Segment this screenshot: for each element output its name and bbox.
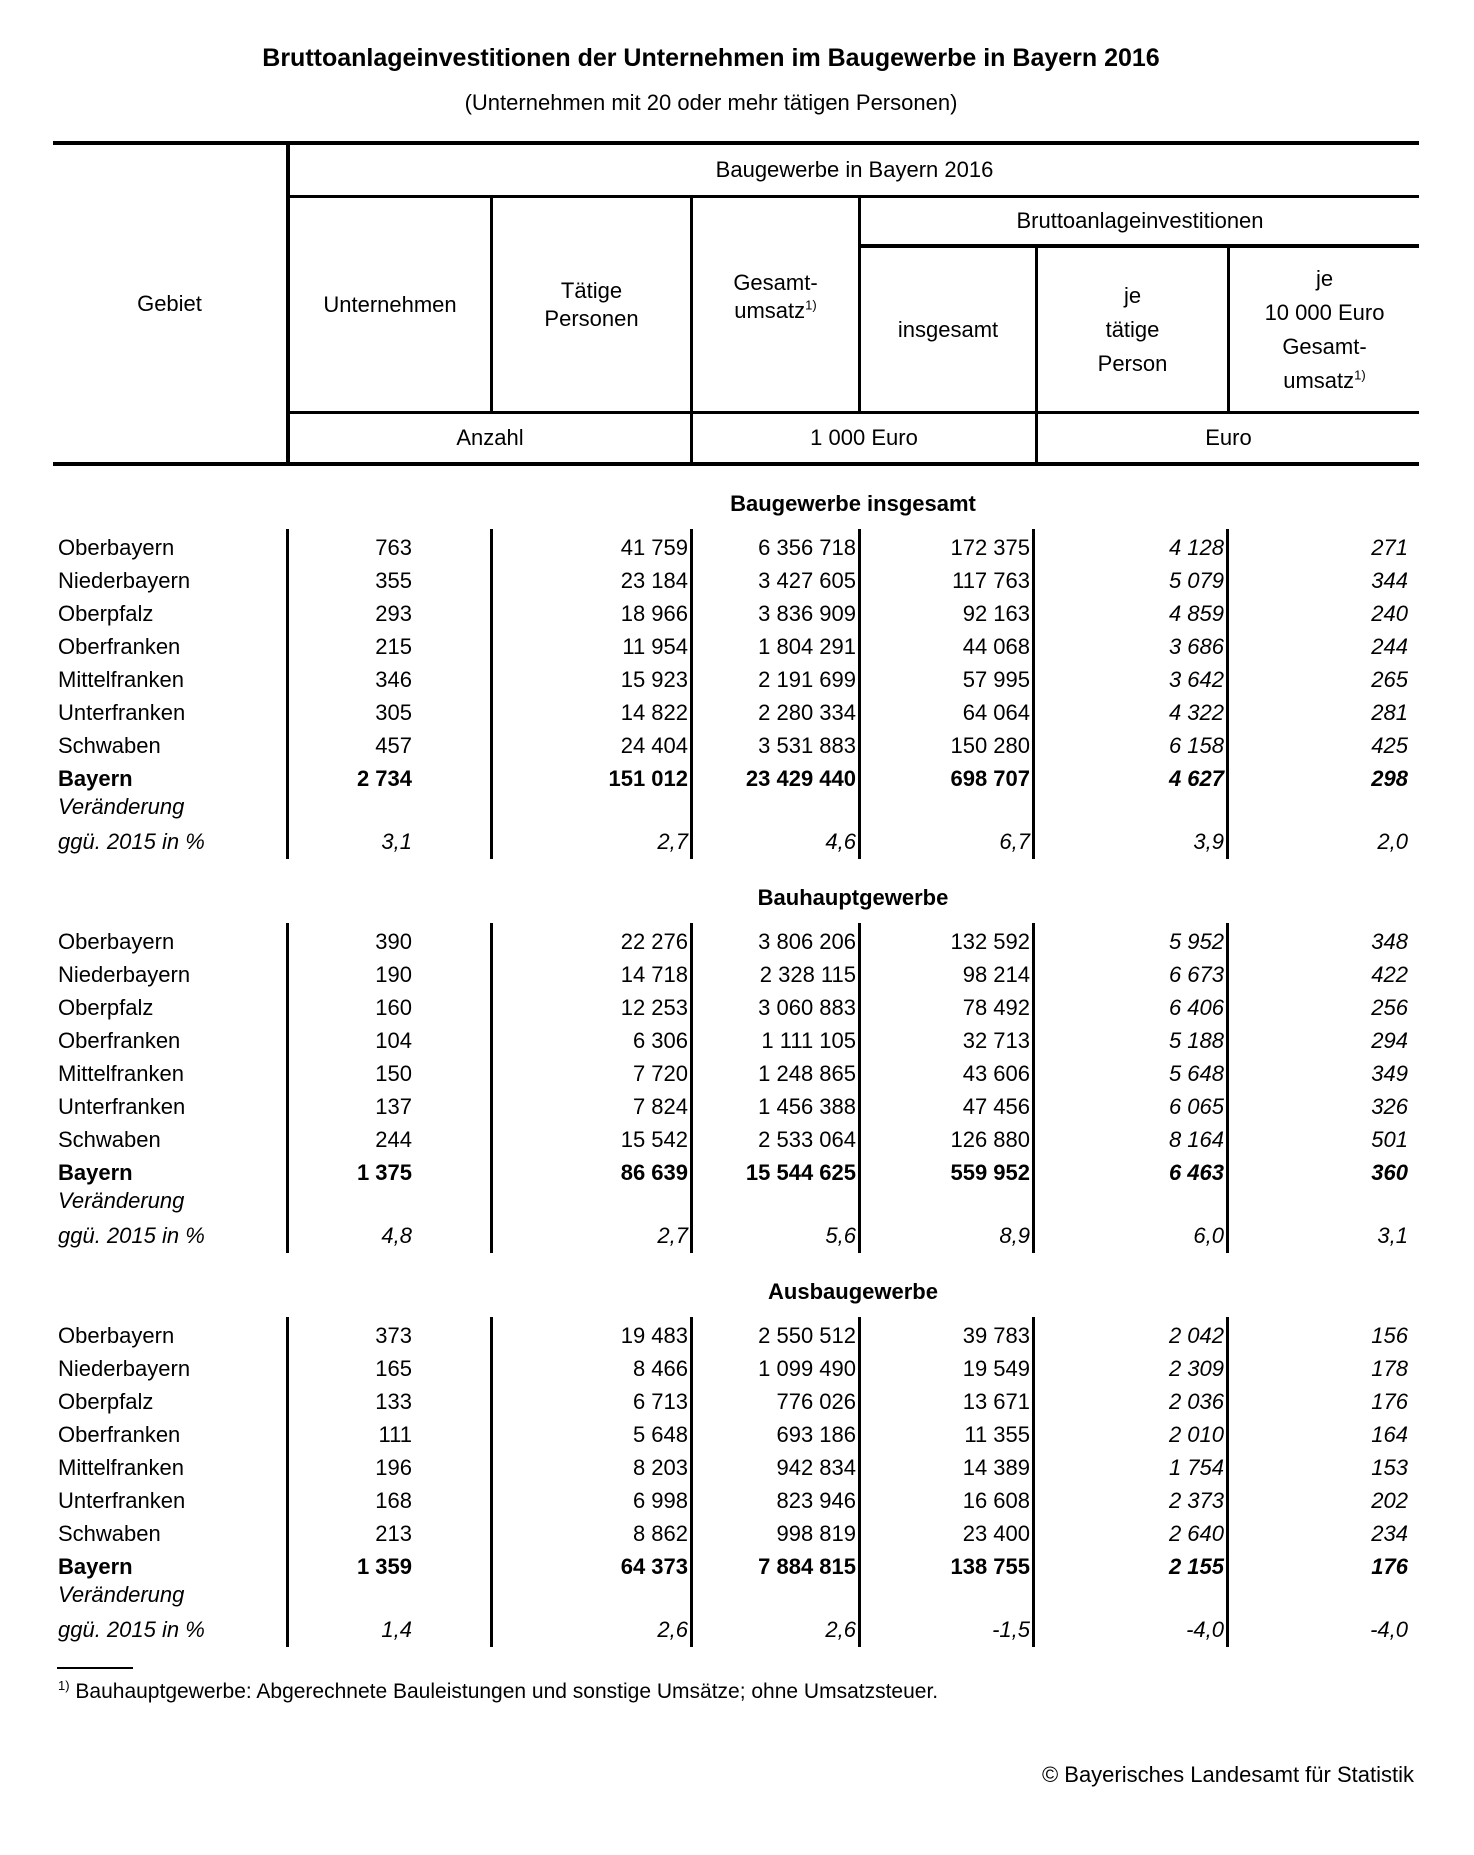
table-cell: 7 884 815 bbox=[758, 1554, 856, 1579]
table-row bbox=[0, 665, 1474, 695]
table-row-total bbox=[0, 1552, 1474, 1582]
row-label: Bayern bbox=[58, 1160, 133, 1185]
table-cell: 23 429 440 bbox=[745, 766, 856, 791]
table-row-total bbox=[0, 1158, 1474, 1188]
table-cell: 344 bbox=[1371, 568, 1408, 593]
row-label: Mittelfranken bbox=[58, 667, 184, 692]
table-cell: 3 836 909 bbox=[758, 601, 856, 626]
table-cell: 57 995 bbox=[962, 667, 1030, 692]
table-cell: 176 bbox=[1371, 1554, 1408, 1579]
section-heading: Bauhauptgewerbe bbox=[757, 885, 949, 910]
table-cell: 23 400 bbox=[962, 1521, 1030, 1546]
table-cell: 14 822 bbox=[620, 700, 688, 725]
table-cell: 14 718 bbox=[620, 962, 688, 987]
table-cell: 326 bbox=[1371, 1094, 1408, 1119]
section-heading: Ausbaugewerbe bbox=[768, 1279, 938, 1304]
table-cell: 15 923 bbox=[620, 667, 688, 692]
page-subtitle: (Unternehmen mit 20 oder mehr tätigen Personen) bbox=[464, 90, 958, 115]
table-cell: 92 163 bbox=[962, 601, 1030, 626]
table-cell: 190 bbox=[375, 962, 412, 987]
table-row bbox=[0, 599, 1474, 629]
header-je-10000-euro-umsatz: je 10 000 Euro Gesamt- umsatz$^{1)}$ bbox=[1264, 265, 1385, 393]
row-label: Unterfranken bbox=[58, 1488, 186, 1513]
table-cell: 196 bbox=[375, 1455, 412, 1480]
table-cell: 176 bbox=[1371, 1389, 1408, 1414]
table-cell: 3 060 883 bbox=[758, 995, 856, 1020]
table-cell: 942 834 bbox=[776, 1455, 856, 1480]
table-row bbox=[0, 1453, 1474, 1483]
table-cell: 2 640 bbox=[1168, 1521, 1224, 1546]
table-cell: 6 463 bbox=[1168, 1160, 1224, 1185]
table-cell: 281 bbox=[1371, 700, 1408, 725]
table-row bbox=[0, 1059, 1474, 1089]
table-cell: 1 456 388 bbox=[758, 1094, 856, 1119]
table-cell: 698 707 bbox=[950, 766, 1030, 791]
table-cell: 39 783 bbox=[962, 1323, 1030, 1348]
table-cell: 44 068 bbox=[962, 634, 1030, 659]
table-cell: 13 671 bbox=[962, 1389, 1030, 1414]
table-cell: 7 720 bbox=[632, 1061, 688, 1086]
table-row bbox=[0, 1092, 1474, 1122]
row-label: Oberpfalz bbox=[58, 601, 154, 626]
row-label: Mittelfranken bbox=[58, 1061, 184, 1086]
table-cell: 349 bbox=[1371, 1061, 1408, 1086]
table-cell: 2,6 bbox=[657, 1617, 688, 1642]
table-cell: 14 389 bbox=[962, 1455, 1030, 1480]
table-cell: 2,6 bbox=[825, 1617, 856, 1642]
table-cell: 12 253 bbox=[620, 995, 688, 1020]
table-cell: 3 806 206 bbox=[758, 929, 856, 954]
copyright: © Bayerisches Landesamt für Statistik bbox=[1041, 1762, 1414, 1787]
table-cell: 126 880 bbox=[950, 1127, 1030, 1152]
table-cell: 111 bbox=[378, 1422, 412, 1447]
table-cell: 5 648 bbox=[1168, 1061, 1224, 1086]
header-je-taetige-person: je tätige Person bbox=[1097, 282, 1168, 376]
table-cell: 2,0 bbox=[1377, 829, 1408, 854]
table-cell: 213 bbox=[375, 1521, 412, 1546]
table-cell: 2 550 512 bbox=[758, 1323, 856, 1348]
table-cell: 2 155 bbox=[1168, 1554, 1224, 1579]
table-row bbox=[0, 1519, 1474, 1549]
table-cell: 104 bbox=[375, 1028, 412, 1053]
unit-anzahl: Anzahl bbox=[456, 425, 524, 450]
unit-euro: Euro bbox=[1205, 425, 1252, 450]
table-cell: 6 158 bbox=[1168, 733, 1224, 758]
table-cell: 4,8 bbox=[381, 1223, 412, 1248]
table-row bbox=[0, 698, 1474, 728]
table-cell: 64 064 bbox=[962, 700, 1030, 725]
table-cell: 6 065 bbox=[1168, 1094, 1224, 1119]
table-cell: 1 804 291 bbox=[758, 634, 856, 659]
row-label: Unterfranken bbox=[58, 700, 186, 725]
table-cell: 8 203 bbox=[632, 1455, 688, 1480]
table-cell: 998 819 bbox=[776, 1521, 856, 1546]
table-cell: 133 bbox=[375, 1389, 412, 1414]
table-row-change bbox=[0, 1615, 1474, 1645]
row-label: Schwaben bbox=[58, 1127, 161, 1152]
table-cell: 168 bbox=[375, 1488, 412, 1513]
table-cell: 5 079 bbox=[1168, 568, 1224, 593]
table-row bbox=[0, 731, 1474, 761]
table-cell: 763 bbox=[375, 535, 412, 560]
table-cell: 64 373 bbox=[620, 1554, 688, 1579]
table-cell: 1 754 bbox=[1168, 1455, 1224, 1480]
table-cell: 501 bbox=[1371, 1127, 1408, 1152]
table-row bbox=[0, 927, 1474, 957]
table-cell: 2 280 334 bbox=[758, 700, 856, 725]
row-label: Bayern bbox=[58, 1554, 133, 1579]
table-cell: 15 544 625 bbox=[745, 1160, 856, 1185]
row-label: Veränderung bbox=[58, 794, 185, 819]
page-title: Bruttoanlageinvestitionen der Unternehmen im Baugewerbe in Bayern 2016 bbox=[262, 44, 1160, 72]
table-cell: 244 bbox=[1371, 634, 1408, 659]
table-cell: 6 998 bbox=[632, 1488, 688, 1513]
table-cell: 3 427 605 bbox=[758, 568, 856, 593]
footnote-text: Bauhauptgewerbe: Abgerechnete Bauleistungen und sonstige Umsätze; ohne Umsatzsteuer. bbox=[75, 1680, 939, 1703]
row-label: Niederbayern bbox=[58, 1356, 191, 1381]
table-cell: 293 bbox=[375, 601, 412, 626]
header-group-baugewerbe: Baugewerbe in Bayern 2016 bbox=[715, 157, 994, 182]
table-cell: 1 248 865 bbox=[758, 1061, 856, 1086]
table-cell: 6,0 bbox=[1193, 1223, 1224, 1248]
table-cell: 3,1 bbox=[1377, 1223, 1408, 1248]
table-cell: 422 bbox=[1371, 962, 1408, 987]
table-cell: 2 328 115 bbox=[759, 962, 856, 987]
table-cell: 6,7 bbox=[999, 829, 1030, 854]
table-cell: 4,6 bbox=[825, 829, 856, 854]
row-label: Veränderung bbox=[58, 1188, 185, 1213]
row-label: Schwaben bbox=[58, 1521, 161, 1546]
row-label: Oberpfalz bbox=[58, 995, 154, 1020]
table-cell: 11 355 bbox=[964, 1422, 1030, 1447]
table-cell: 2 036 bbox=[1168, 1389, 1224, 1414]
footnote-marker: 1) bbox=[1354, 367, 1366, 383]
table-cell: 457 bbox=[375, 733, 412, 758]
table-cell: 24 404 bbox=[620, 733, 688, 758]
row-label: Unterfranken bbox=[58, 1094, 186, 1119]
table-cell: 151 012 bbox=[608, 766, 688, 791]
table-cell: 78 492 bbox=[962, 995, 1030, 1020]
table-cell: -4,0 bbox=[1186, 1617, 1224, 1642]
row-label: ggü. 2015 in % bbox=[58, 829, 205, 854]
table-row bbox=[0, 1387, 1474, 1417]
table-row bbox=[0, 1026, 1474, 1056]
table-cell: 19 549 bbox=[962, 1356, 1030, 1381]
table-cell: 23 184 bbox=[620, 568, 688, 593]
footnote-marker: 1) bbox=[58, 1678, 70, 1693]
table-row bbox=[0, 1420, 1474, 1450]
table-cell: 3,1 bbox=[381, 829, 412, 854]
row-label: ggü. 2015 in % bbox=[58, 1223, 205, 1248]
table-row bbox=[0, 960, 1474, 990]
change-label-row bbox=[0, 792, 1474, 822]
unit-1000-euro: 1 000 Euro bbox=[810, 425, 918, 450]
table-cell: 373 bbox=[375, 1323, 412, 1348]
table-cell: 244 bbox=[375, 1127, 412, 1152]
table-cell: 2,7 bbox=[657, 829, 688, 854]
table-cell: 132 592 bbox=[950, 929, 1030, 954]
table-cell: 6 713 bbox=[632, 1389, 688, 1414]
table-cell: 294 bbox=[1371, 1028, 1408, 1053]
table-row-change bbox=[0, 827, 1474, 857]
table-cell: 8,9 bbox=[999, 1223, 1030, 1248]
header-taetige-personen: Tätige Personen bbox=[544, 277, 639, 331]
table-cell: 240 bbox=[1371, 601, 1408, 626]
table-cell: 18 966 bbox=[620, 601, 688, 626]
table-cell: 41 759 bbox=[620, 535, 688, 560]
section-heading: Baugewerbe insgesamt bbox=[730, 491, 976, 516]
row-label: Veränderung bbox=[58, 1582, 185, 1607]
table-row-total bbox=[0, 764, 1474, 794]
table-cell: 5 188 bbox=[1168, 1028, 1224, 1053]
table-cell: 256 bbox=[1371, 995, 1408, 1020]
header-brutto-group: Bruttoanlageinvestitionen bbox=[1016, 208, 1264, 233]
table-cell: 776 026 bbox=[776, 1389, 856, 1414]
row-label: Niederbayern bbox=[58, 568, 191, 593]
table-row bbox=[0, 993, 1474, 1023]
table-cell: 425 bbox=[1371, 733, 1408, 758]
header-gesamtumsatz: Gesamt- umsatz$^{1)}$ bbox=[733, 269, 818, 323]
table-cell: 8 164 bbox=[1168, 1127, 1224, 1152]
row-label: Bayern bbox=[58, 766, 133, 791]
table-cell: 2 042 bbox=[1168, 1323, 1224, 1348]
header-bottom-border bbox=[53, 462, 1419, 466]
table-cell: 3,9 bbox=[1193, 829, 1224, 854]
table-cell: 559 952 bbox=[950, 1160, 1030, 1185]
table-cell: 160 bbox=[375, 995, 412, 1020]
row-label: Oberfranken bbox=[58, 1028, 181, 1053]
table-cell: 2 373 bbox=[1168, 1488, 1224, 1513]
table-cell: 32 713 bbox=[962, 1028, 1030, 1053]
change-label-row bbox=[0, 1580, 1474, 1610]
table-cell: 22 276 bbox=[620, 929, 688, 954]
table-cell: 15 542 bbox=[620, 1127, 688, 1152]
table-cell: 138 755 bbox=[950, 1554, 1030, 1579]
table-cell: 8 466 bbox=[632, 1356, 688, 1381]
table-cell: 47 456 bbox=[962, 1094, 1030, 1119]
change-label-row bbox=[0, 1186, 1474, 1216]
table-cell: 2 734 bbox=[356, 766, 412, 791]
row-label: Mittelfranken bbox=[58, 1455, 184, 1480]
table-cell: 1 111 105 bbox=[761, 1028, 856, 1053]
table-cell: 234 bbox=[1371, 1521, 1408, 1546]
row-label: Oberfranken bbox=[58, 634, 181, 659]
table-row bbox=[0, 566, 1474, 596]
table-cell: 6 406 bbox=[1168, 995, 1224, 1020]
table-cell: 1,4 bbox=[381, 1617, 412, 1642]
table-cell: 1 375 bbox=[356, 1160, 412, 1185]
table-cell: 156 bbox=[1371, 1323, 1408, 1348]
table-cell: 43 606 bbox=[962, 1061, 1030, 1086]
row-label: ggü. 2015 in % bbox=[58, 1617, 205, 1642]
table-cell: 98 214 bbox=[962, 962, 1030, 987]
header-insgesamt: insgesamt bbox=[897, 316, 999, 342]
table-cell: 4 322 bbox=[1168, 700, 1224, 725]
row-label: Niederbayern bbox=[58, 962, 191, 987]
table-cell: 178 bbox=[1371, 1356, 1408, 1381]
table-cell: 5 952 bbox=[1168, 929, 1224, 954]
table-row bbox=[0, 632, 1474, 662]
footnote-rule bbox=[57, 1667, 133, 1669]
table-cell: 6 306 bbox=[632, 1028, 688, 1053]
table-cell: 16 608 bbox=[962, 1488, 1030, 1513]
table-cell: 2 191 699 bbox=[758, 667, 856, 692]
table-cell: 355 bbox=[375, 568, 412, 593]
footnote-marker: 1) bbox=[805, 297, 817, 313]
table-cell: 348 bbox=[1371, 929, 1408, 954]
table-cell: 2 309 bbox=[1168, 1356, 1224, 1381]
table-cell: 19 483 bbox=[620, 1323, 688, 1348]
table-cell: 164 bbox=[1371, 1422, 1408, 1447]
table-cell: 4 859 bbox=[1168, 601, 1224, 626]
row-label: Oberpfalz bbox=[58, 1389, 154, 1414]
table-cell: 6 673 bbox=[1168, 962, 1224, 987]
table-row bbox=[0, 533, 1474, 563]
row-label: Oberbayern bbox=[58, 535, 175, 560]
table-cell: 346 bbox=[375, 667, 412, 692]
header-gebiet: Gebiet bbox=[137, 290, 202, 316]
table-cell: 11 954 bbox=[622, 634, 688, 659]
table-cell: 165 bbox=[375, 1356, 412, 1381]
table-cell: -1,5 bbox=[992, 1617, 1030, 1642]
table-cell: 390 bbox=[375, 929, 412, 954]
table-cell: 215 bbox=[375, 634, 412, 659]
row-label: Oberbayern bbox=[58, 929, 175, 954]
table-cell: 2 010 bbox=[1168, 1422, 1224, 1447]
table-cell: 298 bbox=[1371, 766, 1408, 791]
table-cell: 305 bbox=[375, 700, 412, 725]
table-cell: 117 763 bbox=[952, 568, 1030, 593]
table-cell: 265 bbox=[1371, 667, 1408, 692]
table-cell: 137 bbox=[375, 1094, 412, 1119]
table-cell: 202 bbox=[1371, 1488, 1408, 1513]
table-cell: 7 824 bbox=[632, 1094, 688, 1119]
table-cell: 1 099 490 bbox=[758, 1356, 856, 1381]
table-cell: 3 531 883 bbox=[758, 733, 856, 758]
table-cell: 271 bbox=[1371, 535, 1408, 560]
table-cell: 150 bbox=[375, 1061, 412, 1086]
table-cell: -4,0 bbox=[1370, 1617, 1408, 1642]
table-cell: 172 375 bbox=[950, 535, 1030, 560]
row-label: Schwaben bbox=[58, 733, 161, 758]
table-cell: 8 862 bbox=[632, 1521, 688, 1546]
table-cell: 3 642 bbox=[1168, 667, 1224, 692]
table-cell: 153 bbox=[1371, 1455, 1408, 1480]
table-cell: 360 bbox=[1371, 1160, 1408, 1185]
header-unternehmen: Unternehmen bbox=[323, 291, 457, 317]
table-cell: 4 128 bbox=[1168, 535, 1224, 560]
table-cell: 823 946 bbox=[776, 1488, 856, 1513]
table-cell: 4 627 bbox=[1168, 766, 1224, 791]
table-cell: 3 686 bbox=[1168, 634, 1224, 659]
table-row bbox=[0, 1354, 1474, 1384]
table-cell: 1 359 bbox=[356, 1554, 412, 1579]
table-cell: 693 186 bbox=[776, 1422, 856, 1447]
table-cell: 2 533 064 bbox=[758, 1127, 856, 1152]
table-row bbox=[0, 1486, 1474, 1516]
table-row bbox=[0, 1125, 1474, 1155]
table-cell: 150 280 bbox=[950, 733, 1030, 758]
row-label: Oberbayern bbox=[58, 1323, 175, 1348]
table-cell: 5 648 bbox=[632, 1422, 688, 1447]
table-cell: 2,7 bbox=[657, 1223, 688, 1248]
table-cell: 86 639 bbox=[620, 1160, 688, 1185]
table-row-change bbox=[0, 1221, 1474, 1251]
footnote bbox=[58, 1680, 938, 1704]
table-cell: 5,6 bbox=[825, 1223, 856, 1248]
table-cell: 6 356 718 bbox=[758, 535, 856, 560]
row-label: Oberfranken bbox=[58, 1422, 181, 1447]
table-row bbox=[0, 1321, 1474, 1351]
